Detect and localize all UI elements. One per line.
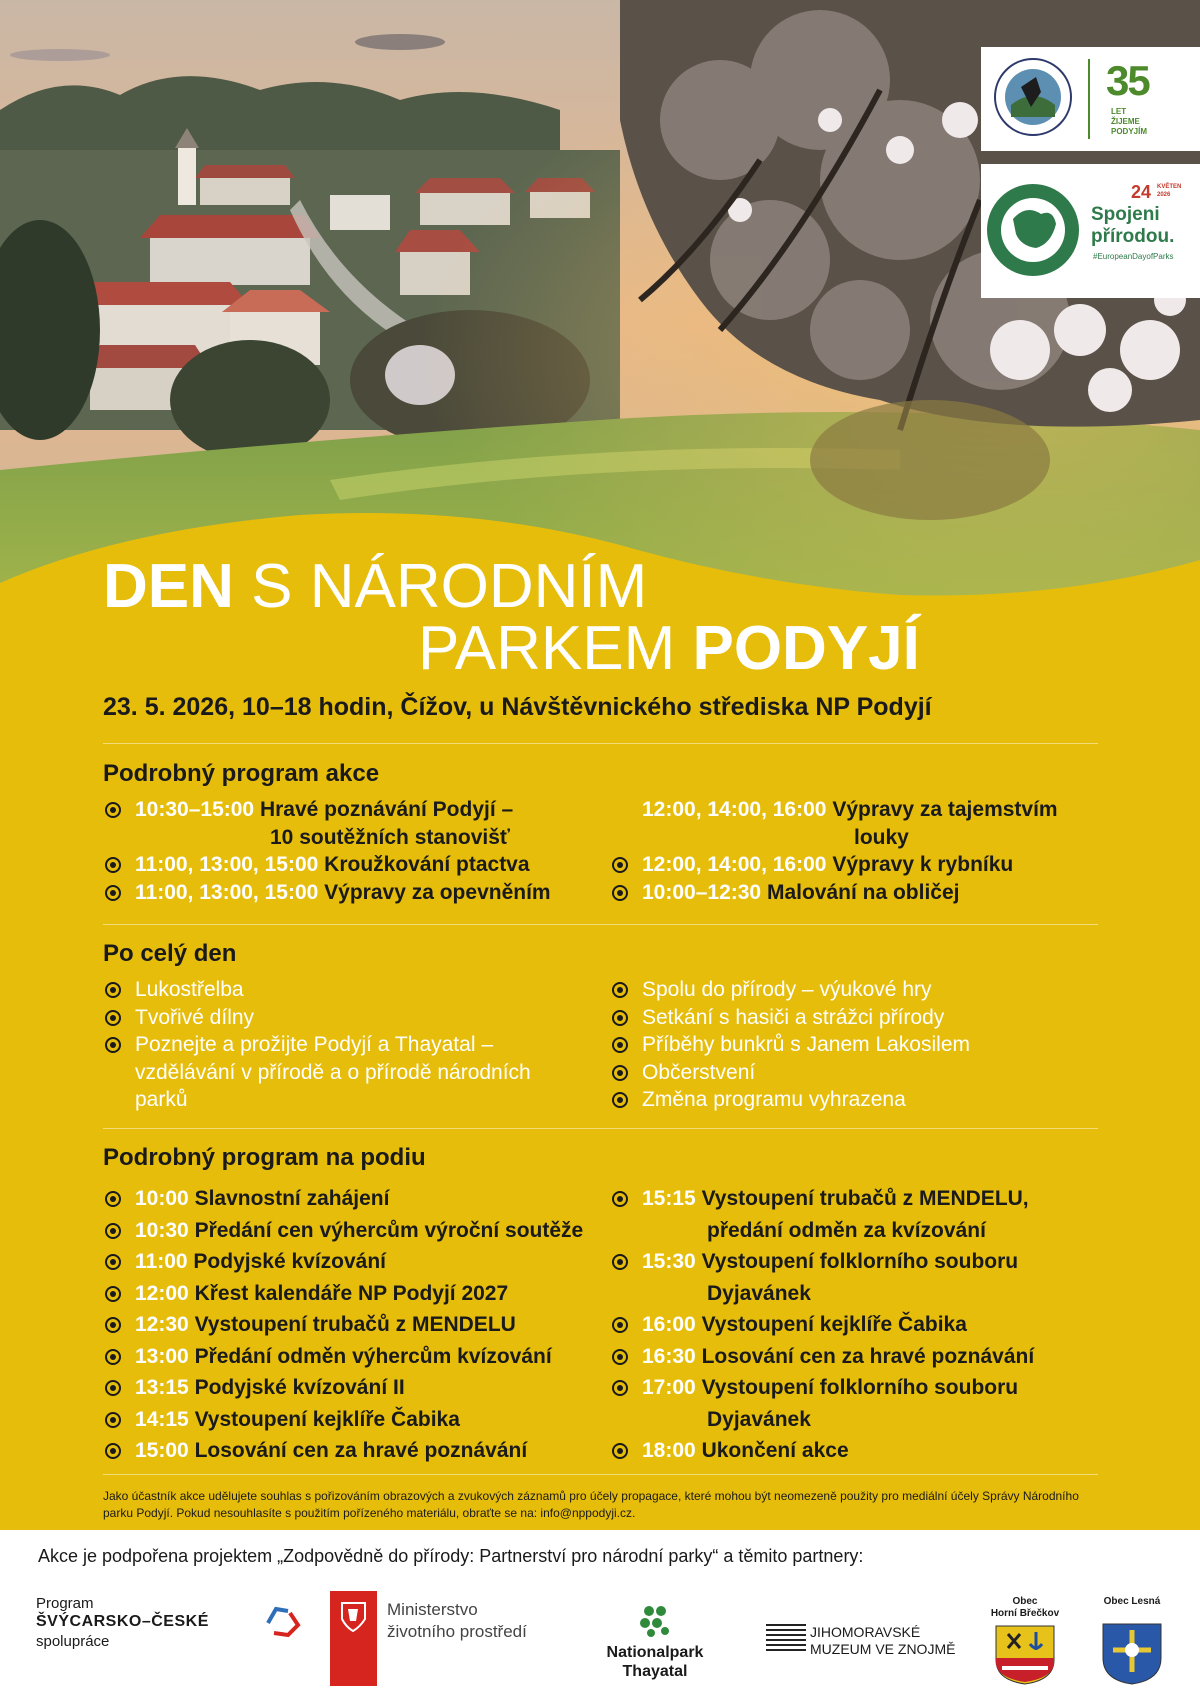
list-item: 14:15 Vystoupení kejklíře Čabika	[103, 1404, 623, 1436]
bullet-icon	[105, 1380, 121, 1396]
partner-swiss-czech-cooperation: Program ŠVÝCARSKO–ČESKÉ spolupráce	[36, 1595, 276, 1655]
bullet-icon	[612, 1317, 628, 1333]
bullet-icon	[612, 1010, 628, 1026]
list-item: 13:15 Podyjské kvízování II	[103, 1372, 623, 1404]
event-date-location	[103, 693, 932, 722]
bullet-icon	[612, 1037, 628, 1053]
page-title: DEN S NÁRODNÍM PARKEM PODYJÍ	[103, 552, 920, 683]
thayatal-leaf-icon	[635, 1603, 675, 1641]
list-item: 16:00 Vystoupení kejklíře Čabika	[610, 1309, 1110, 1341]
partner-ministry-environment: Ministerstvo životního prostředí	[330, 1591, 560, 1686]
bullet-icon	[105, 1317, 121, 1333]
partner-obec-horni-breckov: Obec Horní Břečkov	[990, 1596, 1060, 1686]
partner-jihomoravske-muzeum: JIHOMORAVSKÉ MUZEUM VE ZNOJMĚ	[766, 1622, 966, 1662]
edp-slogan: Spojeni přírodou.	[1091, 204, 1175, 247]
anniversary-tagline: LET ŽIJEME PODYJÍM	[1111, 107, 1148, 136]
jmm-stripes-icon	[766, 1624, 806, 1652]
list-item: 15:00 Losování cen za hravé poznávání	[103, 1435, 623, 1467]
stage-left-column	[103, 1183, 623, 1467]
all-day-right-column	[610, 976, 1110, 1114]
bullet-icon	[612, 1191, 628, 1207]
list-item: 12:00, 14:00, 16:00 Výpravy k rybníku	[610, 851, 1110, 879]
list-item: Tvořivé dílny	[103, 1004, 603, 1032]
bullet-icon	[105, 1010, 121, 1026]
bullet-icon	[105, 1223, 121, 1239]
list-item: 16:30 Losování cen za hravé poznávání	[610, 1341, 1110, 1373]
bullet-icon	[612, 982, 628, 998]
list-item: 11:00 Podyjské kvízování	[103, 1246, 623, 1278]
list-item: 10:00 Slavnostní zahájení	[103, 1183, 623, 1215]
edp-hashtag: #EuropeanDayofParks	[1093, 252, 1174, 261]
list-item: 12:00 Křest kalendáře NP Podyjí 2027	[103, 1278, 623, 1310]
partner-nationalpark-thayatal: Nationalpark Thayatal	[600, 1603, 710, 1683]
bullet-icon	[105, 885, 121, 901]
list-item: Lukostřelba	[103, 976, 603, 1004]
bullet-icon	[612, 1254, 628, 1270]
event-details: , 10–18 hodin, Čížov, u Návštěvnického střediska NP Podyjí	[228, 693, 932, 721]
list-item: 12:00, 14:00, 16:00 Výpravy za tajemstvím louky	[642, 798, 1058, 849]
bullet-icon	[612, 885, 628, 901]
stage-right-column	[610, 1183, 1110, 1467]
program-left-column	[103, 796, 623, 906]
list-item: 15:15 Vystoupení trubačů z MENDELU, předání odměn za kvízování	[610, 1183, 1110, 1246]
bullet-icon	[612, 1443, 628, 1459]
bullet-icon	[612, 1065, 628, 1081]
support-statement: Akce je podpořena projektem „Zodpovědně do přírody: Partnerství pro národní parky“ a těmito partnery:	[38, 1546, 864, 1566]
list-item: 10:30 Předání cen výhercům výroční soutěže	[103, 1215, 623, 1247]
divider	[103, 743, 1098, 744]
stage-section-title: Podrobný program na podiu	[103, 1144, 426, 1171]
list-item: Změna programu vyhrazena	[610, 1086, 1110, 1114]
all-day-left-column	[103, 976, 603, 1114]
program-section-title: Podrobný program akce	[103, 760, 380, 787]
list-item: Příběhy bunkrů s Janem Lakosilem	[610, 1031, 1110, 1059]
bullet-icon	[612, 1092, 628, 1108]
bullet-icon	[612, 1380, 628, 1396]
list-item: 10:00–12:30 Malování na obličej	[610, 879, 1110, 907]
bullet-icon	[105, 982, 121, 998]
czech-lion-emblem-icon	[330, 1591, 377, 1686]
program-right-column	[610, 796, 1110, 906]
list-item: 11:00, 13:00, 15:00 Výpravy za opevněním	[103, 879, 623, 907]
list-item: 11:00, 13:00, 15:00 Kroužkování ptactva	[103, 851, 623, 879]
anniversary-number: 35	[1106, 57, 1149, 104]
bullet-icon	[105, 1412, 121, 1428]
divider	[103, 1128, 1098, 1129]
list-item: Setkání s hasiči a strážci přírody	[610, 1004, 1110, 1032]
list-item: 10:30–15:00 Hravé poznávání Podyjí – 10 soutěžních stanovišť	[103, 796, 623, 851]
partner-obec-lesna: Obec Lesná	[1097, 1596, 1167, 1686]
bullet-icon	[105, 857, 121, 873]
event-date: 23. 5. 2026	[103, 693, 229, 721]
bullet-icon	[105, 802, 121, 818]
list-item: Poznejte a prožijte Podyjí a Thayatal – vzdělávání v přírodě a o přírodě národních parků	[103, 1031, 603, 1114]
horni-breckov-coat-of-arms-icon	[994, 1624, 1056, 1686]
list-item: 15:30 Vystoupení folklorního souboru Dyjavánek	[610, 1246, 1110, 1309]
list-item: 13:00 Předání odměn výhercům kvízování	[103, 1341, 623, 1373]
bullet-icon	[105, 1254, 121, 1270]
divider	[103, 1474, 1098, 1475]
bullet-icon	[105, 1037, 121, 1053]
edp-day: 24	[1131, 182, 1152, 202]
bullet-icon	[105, 1191, 121, 1207]
all-day-section-title: Po celý den	[103, 940, 237, 967]
consent-disclaimer: Jako účastník akce udělujete souhlas s pořizováním obrazových a zvukových záznamů pro účely propagace, které mohou být neomezeně použity pro mediální účely Správy Národního parku Podyjí. Pokud nesouhlasíte s použitím pořízeného materiálu, obraťte se na: info@nppodyji.cz.	[103, 1489, 1079, 1520]
lesna-coat-of-arms-icon	[1101, 1622, 1163, 1686]
list-item: 12:30 Vystoupení trubačů z MENDELU	[103, 1309, 623, 1341]
bullet-icon	[105, 1349, 121, 1365]
list-item: 18:00 Ukončení akce	[610, 1435, 1110, 1467]
bullet-icon	[612, 857, 628, 873]
bullet-icon	[105, 1443, 121, 1459]
divider	[103, 924, 1098, 925]
list-item: Spolu do přírody – výukové hry	[610, 976, 1110, 1004]
edp-month-year: KVĚTEN 2026	[1157, 184, 1182, 198]
list-item: Občerstvení	[610, 1059, 1110, 1087]
list-item: 17:00 Vystoupení folklorního souboru Dyjavánek	[610, 1372, 1110, 1435]
bullet-icon	[105, 1286, 121, 1302]
bullet-icon	[612, 1349, 628, 1365]
swiss-czech-mark-icon	[260, 1601, 304, 1641]
